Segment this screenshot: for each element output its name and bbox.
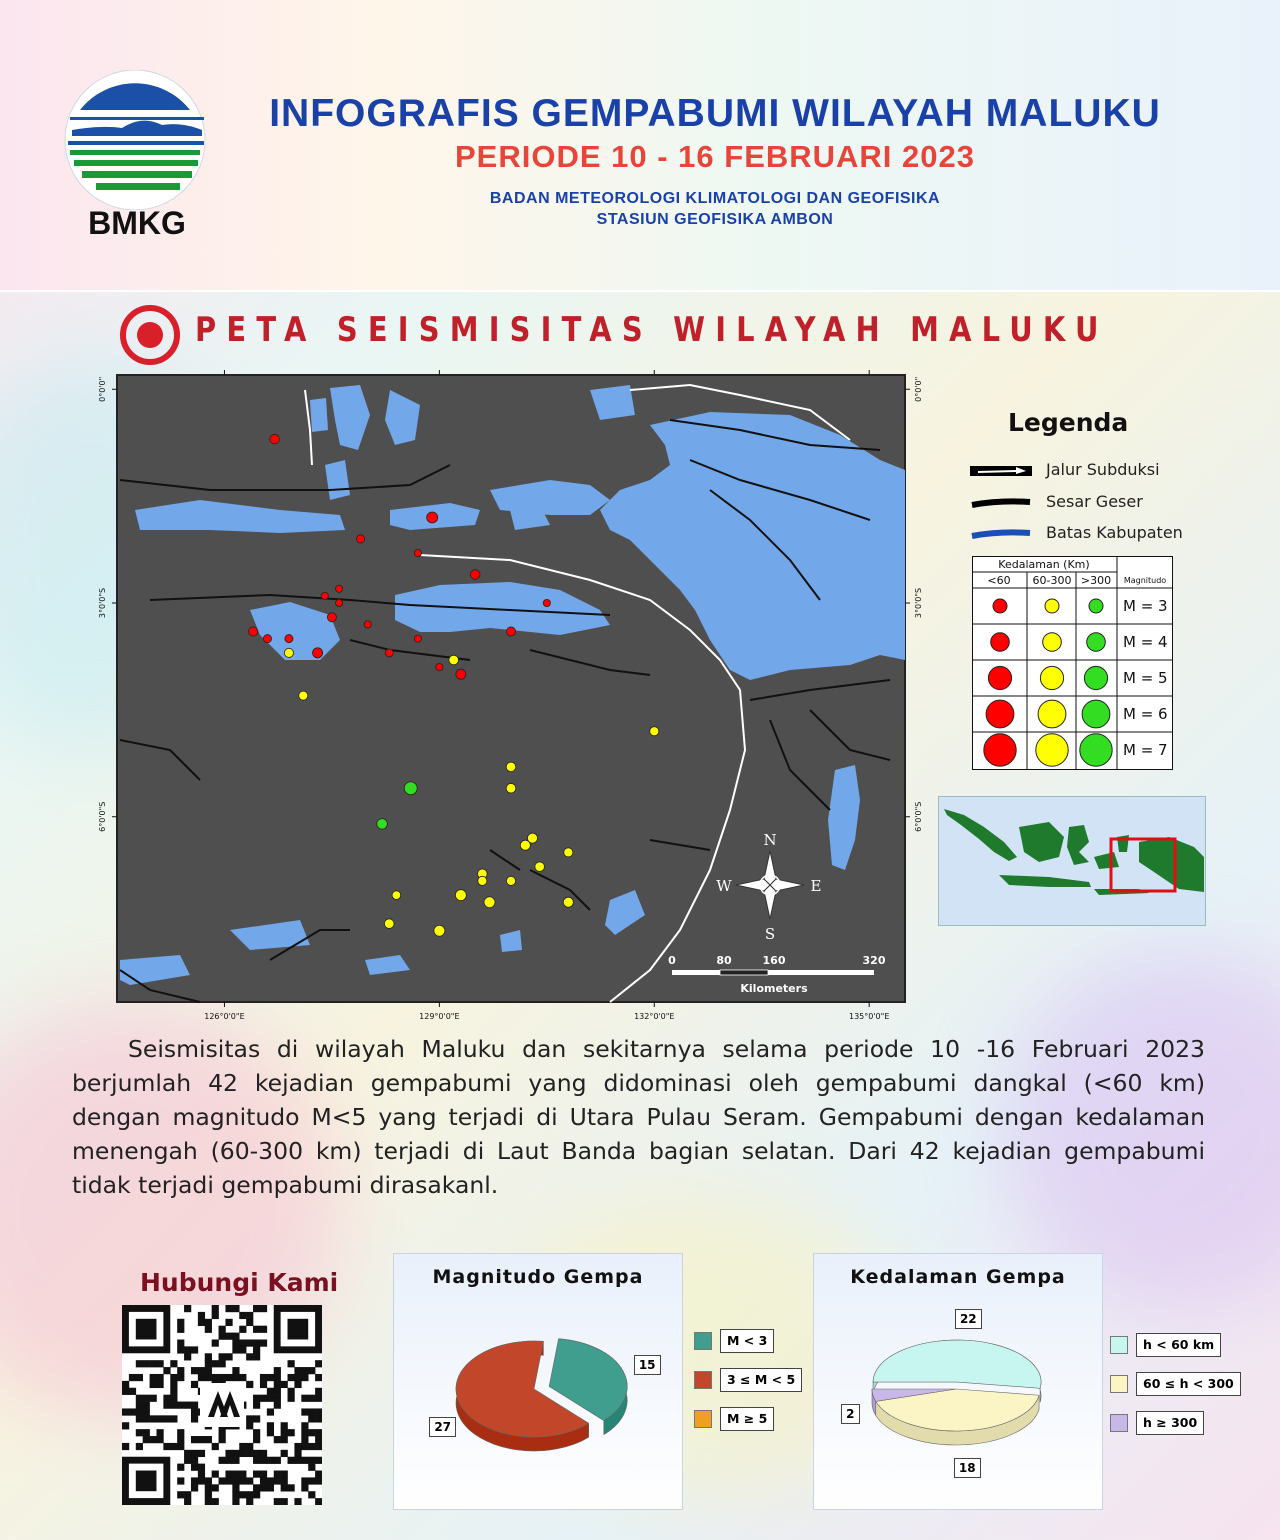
legend-mag-label: M = 7	[1123, 741, 1168, 759]
pie-slice	[873, 1340, 1041, 1388]
pie-data-label: 18	[954, 1458, 981, 1478]
earthquake-event-marker	[470, 570, 480, 580]
legend-title: Legenda	[1008, 408, 1129, 437]
lat-tick-label-left: 0°0'0"	[98, 376, 107, 402]
earthquake-event-marker	[384, 919, 394, 929]
legend-mag-label: M = 6	[1123, 705, 1168, 723]
chart-legend-swatch	[1110, 1375, 1128, 1393]
compass-e: E	[810, 877, 822, 895]
earthquake-event-marker	[263, 635, 271, 643]
magnitude-chart-title: Magnitudo Gempa	[432, 1266, 644, 1288]
chart-legend-label: 60 ≤ h < 300	[1136, 1372, 1241, 1396]
earthquake-event-marker	[414, 550, 421, 557]
description-paragraph: Seismisitas di wilayah Maluku dan sekitarnya selama periode 10 -16 Februari 2023 berjumlah 42 kejadian gempabumi yang didominasi oleh gempabumi dangkal (<60 km) dengan magnitudo M<5 yang terjadi di Utara Pulau Seram. Gempabumi dengan kedalaman menengah (60-300 km) terjadi di Laut Banda bagian selatan. Dari 42 kejadian gempabumi tidak terjadi gempabumi dirasakanl.	[72, 1035, 1205, 1199]
pie-data-label: 15	[634, 1355, 661, 1375]
earthquake-event-marker	[543, 599, 550, 606]
earthquake-event-marker	[285, 635, 293, 643]
earthquake-event-marker	[385, 649, 393, 657]
agency-lines	[215, 188, 1215, 230]
depth-chart-title: Kedalaman Gempa	[850, 1266, 1066, 1288]
legend-circle-shallow	[988, 666, 1011, 689]
boundary-line-icon	[970, 527, 1032, 541]
earthquake-event-marker	[535, 862, 545, 872]
chart-legend-label: h < 60 km	[1136, 1333, 1221, 1357]
depth-chart-panel	[813, 1253, 1103, 1510]
earthquake-event-marker	[377, 819, 388, 830]
earthquake-event-marker	[335, 599, 342, 606]
lat-tick-label-left: 3°0'0"S	[98, 587, 107, 619]
lat-tick-label-right: 0°0'0"	[914, 376, 923, 402]
earthquake-event-marker	[270, 434, 280, 444]
earthquake-event-marker	[392, 891, 401, 900]
scale-0: 0	[668, 954, 676, 967]
legend-circle-deep	[1080, 734, 1112, 766]
chart-legend-label: M < 3	[720, 1329, 774, 1353]
earthquake-event-marker	[321, 592, 328, 599]
period-title: PERIODE 10 - 16 FEBRUARI 2023	[454, 139, 975, 174]
chart-legend-swatch	[1110, 1336, 1128, 1354]
magnitude-chart-panel	[393, 1253, 683, 1510]
earthquake-event-marker	[506, 627, 515, 636]
lat-tick-label-right: 6°0'0"S	[914, 801, 923, 832]
seismicity-map	[90, 370, 940, 1030]
legend-circle-intermediate	[1038, 700, 1066, 728]
agency-line-2: STASIUN GEOFISIKA AMBON	[596, 211, 834, 228]
chart-legend-swatch	[694, 1332, 712, 1350]
legend-col-shallow: <60	[987, 574, 1011, 587]
earthquake-event-marker	[455, 890, 466, 901]
pie-data-label: 2	[841, 1404, 859, 1424]
earthquake-event-marker	[327, 613, 336, 622]
lon-tick-label: 126°0'0"E	[204, 1012, 245, 1021]
scale-unit: Kilometers	[740, 982, 808, 995]
legend-boundary-label: Batas Kabupaten	[1046, 523, 1183, 542]
earthquake-event-marker	[564, 848, 573, 857]
legend-mag-label: M = 5	[1123, 669, 1168, 687]
earthquake-event-marker	[436, 664, 443, 671]
logo-text: BMKG	[88, 205, 186, 241]
agency-line-1: BADAN METEOROLOGI KLIMATOLOGI DAN GEOFISIKA	[489, 190, 941, 207]
legend-circle-deep	[1087, 633, 1106, 652]
earthquake-event-marker	[404, 782, 417, 795]
pie-data-label: 27	[429, 1417, 456, 1437]
chart-legend-label: M ≥ 5	[720, 1407, 774, 1431]
qr-code[interactable]	[122, 1305, 322, 1505]
compass-s: S	[764, 925, 776, 943]
earthquake-event-marker	[506, 783, 516, 793]
subduction-line-icon	[970, 464, 1032, 478]
indonesia-inset-map	[938, 796, 1206, 926]
earthquake-event-marker	[414, 635, 421, 642]
header	[0, 0, 1280, 292]
legend-col-deep: >300	[1080, 574, 1112, 587]
compass-n: N	[763, 831, 777, 849]
legend-circle-intermediate	[1040, 666, 1063, 689]
legend-circle-deep	[1084, 666, 1107, 689]
earthquake-event-marker	[335, 585, 342, 592]
lat-tick-label-left: 6°0'0"S	[98, 801, 107, 832]
compass-w: W	[716, 877, 732, 895]
lon-tick-label: 135°0'0"E	[848, 1012, 890, 1021]
lat-tick-label-right: 3°0'0"S	[914, 587, 923, 619]
section-title: PETA SEISMISITAS WILAYAH MALUKU	[195, 310, 1109, 350]
earthquake-event-marker	[484, 897, 495, 908]
legend-subduction-label: Jalur Subduksi	[1046, 460, 1160, 479]
earthquake-event-marker	[427, 512, 438, 523]
legend-col-intermediate: 60-300	[1032, 574, 1072, 587]
legend-circle-intermediate	[1043, 633, 1062, 652]
legend-circle-intermediate	[1045, 599, 1059, 613]
chart-legend-swatch	[694, 1371, 712, 1389]
legend-circle-shallow	[993, 599, 1007, 613]
earthquake-event-marker	[364, 621, 371, 628]
legend-circle-shallow	[984, 734, 1016, 766]
earthquake-event-marker	[456, 669, 466, 679]
earthquake-event-marker	[299, 691, 308, 700]
target-icon	[120, 305, 180, 365]
earthquake-event-marker	[478, 876, 487, 885]
legend-mag-label: M = 4	[1123, 633, 1168, 651]
magnitude-pie	[394, 1254, 682, 1509]
legend-circle-deep	[1082, 700, 1110, 728]
earthquake-event-marker	[506, 762, 516, 772]
legend-depth-header: Kedalaman (Km)	[998, 558, 1090, 571]
earthquake-event-marker	[650, 727, 659, 736]
earthquake-event-marker	[249, 627, 258, 636]
earthquake-event-marker	[356, 535, 364, 543]
pie-data-label: 22	[955, 1309, 982, 1329]
scale-320: 320	[862, 954, 886, 967]
earthquake-event-marker	[520, 840, 530, 850]
scale-80: 80	[716, 954, 732, 967]
earthquake-event-marker	[313, 648, 323, 658]
legend-circle-intermediate	[1036, 734, 1068, 766]
scale-160: 160	[762, 954, 786, 967]
legend-circle-deep	[1089, 599, 1103, 613]
legend-mag-header: Magnitudo	[1123, 576, 1167, 585]
chart-legend-swatch	[1110, 1414, 1128, 1432]
infographic-title: INFOGRAFIS GEMPABUMI WILAYAH MALUKU	[269, 92, 1161, 135]
chart-legend-label: h ≥ 300	[1136, 1411, 1204, 1435]
legend-circle-shallow	[991, 633, 1010, 652]
earthquake-event-marker	[563, 897, 573, 907]
earthquake-event-marker	[449, 655, 459, 665]
legend-circle-shallow	[986, 700, 1014, 728]
bmkg-logo	[62, 70, 212, 245]
contact-title: Hubungi Kami	[140, 1268, 339, 1297]
depth-magnitude-legend-table	[972, 556, 1173, 770]
legend-mag-label: M = 3	[1123, 597, 1168, 615]
chart-legend-swatch	[694, 1410, 712, 1428]
earthquake-event-marker	[284, 648, 293, 657]
earthquake-event-marker	[506, 876, 515, 885]
legend-fault-label: Sesar Geser	[1046, 492, 1143, 511]
chart-legend-label: 3 ≤ M < 5	[720, 1368, 802, 1392]
lon-tick-label: 132°0'0"E	[634, 1012, 675, 1021]
fault-line-icon	[970, 496, 1032, 510]
lon-tick-label: 129°0'0"E	[419, 1012, 460, 1021]
earthquake-event-marker	[434, 925, 445, 936]
